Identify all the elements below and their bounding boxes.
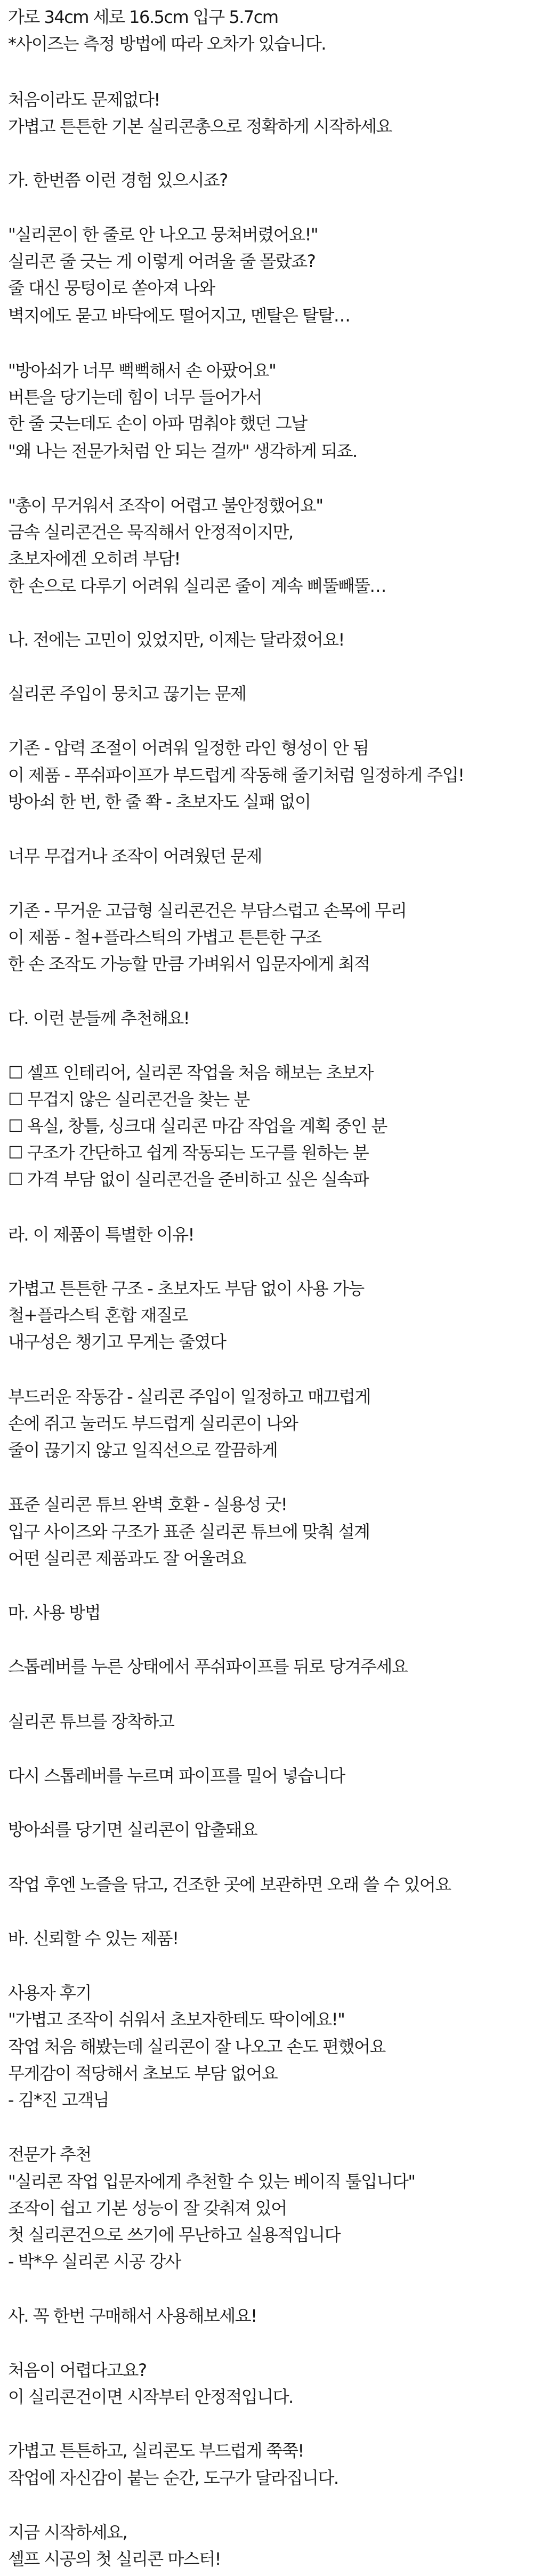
text-line: 입구 사이즈와 구조가 표준 실리콘 튜브에 맞춰 설계 — [8, 1522, 370, 1542]
text-line: 사. 꼭 한번 구매해서 사용해보세요! — [8, 2306, 257, 2326]
text-line: "총이 무거워서 조작이 어렵고 불안정했어요" — [8, 495, 323, 516]
text-line: 너무 무겁거나 조작이 어려웠던 문제 — [8, 846, 262, 866]
text-line: ☐ 욕실, 창틀, 싱크대 실리콘 마감 작업을 계획 중인 분 — [8, 1116, 387, 1136]
text-line: 가. 한번쯤 이런 경험 있으시죠? — [8, 170, 228, 190]
text-line: 처음이 어렵다고요? — [8, 2360, 147, 2380]
text-line: 무게감이 적당해서 초보도 부담 없어요 — [8, 2063, 278, 2083]
text-line: 줄이 끊기지 않고 일직선으로 깔끔하게 — [8, 1440, 278, 1460]
text-line: 나. 전에는 고민이 있었지만, 이제는 달라졌어요! — [8, 630, 344, 650]
text-line: 한 손 조작도 가능할 만큼 가벼워서 입문자에게 최적 — [8, 954, 370, 974]
text-line: ☐ 구조가 간단하고 쉽게 작동되는 도구를 원하는 분 — [8, 1142, 369, 1163]
text-line: 스톱레버를 누른 상태에서 푸쉬파이프를 뒤로 당겨주세요 — [8, 1656, 408, 1677]
text-line: 바. 신뢰할 수 있는 제품! — [8, 1928, 179, 1949]
text-line: 가볍고 튼튼한 기본 실리콘총으로 정확하게 시작하세요 — [8, 116, 392, 136]
text-line: 금속 실리콘건은 묵직해서 안정적이지만, — [8, 522, 293, 542]
text-line: 다시 스톱레버를 누르며 파이프를 밀어 넣습니다 — [8, 1766, 345, 1786]
text-line: 실리콘 주입이 뭉치고 끊기는 문제 — [8, 683, 246, 704]
text-line: 이 실리콘건이면 시작부터 안정적입니다. — [8, 2387, 293, 2407]
text-line: "왜 나는 전문가처럼 안 되는 걸까" 생각하게 되죠. — [8, 441, 357, 461]
text-line: 줄 대신 뭉텅이로 쏟아져 나와 — [8, 278, 215, 298]
text-line: "실리콘이 한 줄로 안 나오고 뭉쳐버렸어요!" — [8, 224, 318, 245]
text-line: 벽지에도 묻고 바닥에도 떨어지고, 멘탈은 탈탈… — [8, 305, 350, 326]
text-line: 이 제품 - 철+플라스틱의 가볍고 튼튼한 구조 — [8, 927, 321, 947]
text-line: 셀프 시공의 첫 실리콘 마스터! — [8, 2549, 221, 2569]
text-line: - 김*진 고객님 — [8, 2090, 109, 2110]
text-line: 초보자에겐 오히려 부담! — [8, 549, 180, 569]
text-line: 작업 처음 해봤는데 실리콘이 잘 나오고 손도 편했어요 — [8, 2036, 385, 2057]
text-line: ☐ 가격 부담 없이 실리콘건을 준비하고 싶은 실속파 — [8, 1169, 369, 1189]
text-line: - 박*우 실리콘 시공 강사 — [8, 2251, 181, 2272]
text-line: 기존 - 압력 조절이 어려워 일정한 라인 형성이 안 됨 — [8, 738, 369, 758]
text-line: "방아쇠가 너무 뻑뻑해서 손 아팠어요" — [8, 360, 276, 381]
text-line: 한 손으로 다루기 어려워 실리콘 줄이 계속 삐뚤빼뚤… — [8, 576, 386, 596]
text-line: 전문가 추천 — [8, 2144, 91, 2164]
text-line: 첫 실리콘건으로 쓰기에 무난하고 실용적입니다 — [8, 2225, 340, 2245]
text-line: 내구성은 챙기고 무게는 줄였다 — [8, 1332, 226, 1352]
text-line: 지금 시작하세요, — [8, 2522, 127, 2542]
text-line: 실리콘 줄 긋는 게 이렇게 어려울 줄 몰랐죠? — [8, 251, 316, 271]
text-line: 사용자 후기 — [8, 1983, 91, 2003]
text-line: 마. 사용 방법 — [8, 1603, 101, 1623]
text-line: 이 제품 - 푸쉬파이프가 부드럽게 작동해 줄기처럼 일정하게 주입! — [8, 765, 464, 785]
text-line: 손에 쥐고 눌러도 부드럽게 실리콘이 나와 — [8, 1413, 298, 1434]
text-line: 방아쇠를 당기면 실리콘이 압출돼요 — [8, 1820, 257, 1840]
text-line: ☐ 셀프 인테리어, 실리콘 작업을 처음 해보는 초보자 — [8, 1062, 373, 1083]
text-line: 가볍고 튼튼하고, 실리콘도 부드럽게 쭉쭉! — [8, 2441, 304, 2461]
text-line: 철+플라스틱 혼합 재질로 — [8, 1305, 188, 1325]
text-line: 가로 34cm 세로 16.5cm 입구 5.7cm — [8, 7, 278, 27]
text-line: ☐ 무겁지 않은 실리콘건을 찾는 분 — [8, 1089, 249, 1109]
text-line: 다. 이런 분들께 추천해요! — [8, 1008, 190, 1028]
text-line: 가볍고 튼튼한 구조 - 초보자도 부담 없이 사용 가능 — [8, 1278, 364, 1299]
text-line: 처음이라도 문제없다! — [8, 90, 160, 110]
text-line: 작업 후엔 노즐을 닦고, 건조한 곳에 보관하면 오래 쓸 수 있어요 — [8, 1874, 451, 1895]
text-line: 어떤 실리콘 제품과도 잘 어울려요 — [8, 1548, 246, 1568]
text-line: 버튼을 당기는데 힘이 너무 들어가서 — [8, 387, 262, 407]
text-line: *사이즈는 측정 방법에 따라 오차가 있습니다. — [8, 34, 326, 54]
text-line: 방아쇠 한 번, 한 줄 쫙 - 초보자도 실패 없이 — [8, 792, 311, 812]
text-line: "실리콘 작업 입문자에게 추천할 수 있는 베이직 툴입니다" — [8, 2171, 415, 2192]
text-line: 한 줄 긋는데도 손이 아파 멈춰야 했던 그날 — [8, 413, 307, 433]
text-line: 부드러운 작동감 - 실리콘 주입이 일정하고 매끄럽게 — [8, 1387, 370, 1407]
text-line: 표준 실리콘 튜브 완벽 호환 - 실용성 굿! — [8, 1494, 287, 1515]
text-line: 작업에 자신감이 붙는 순간, 도구가 달라집니다. — [8, 2468, 338, 2488]
text-line: 실리콘 튜브를 장착하고 — [8, 1711, 174, 1732]
text-line: "가볍고 조작이 쉬워서 초보자한테도 딱이에요!" — [8, 2009, 345, 2030]
text-line: 라. 이 제품이 특별한 이유! — [8, 1225, 194, 1245]
text-line: 조작이 쉽고 기본 성능이 잘 갖춰져 있어 — [8, 2198, 287, 2218]
text-line: 기존 - 무거운 고급형 실리콘건은 부담스럽고 손목에 무리 — [8, 900, 407, 921]
